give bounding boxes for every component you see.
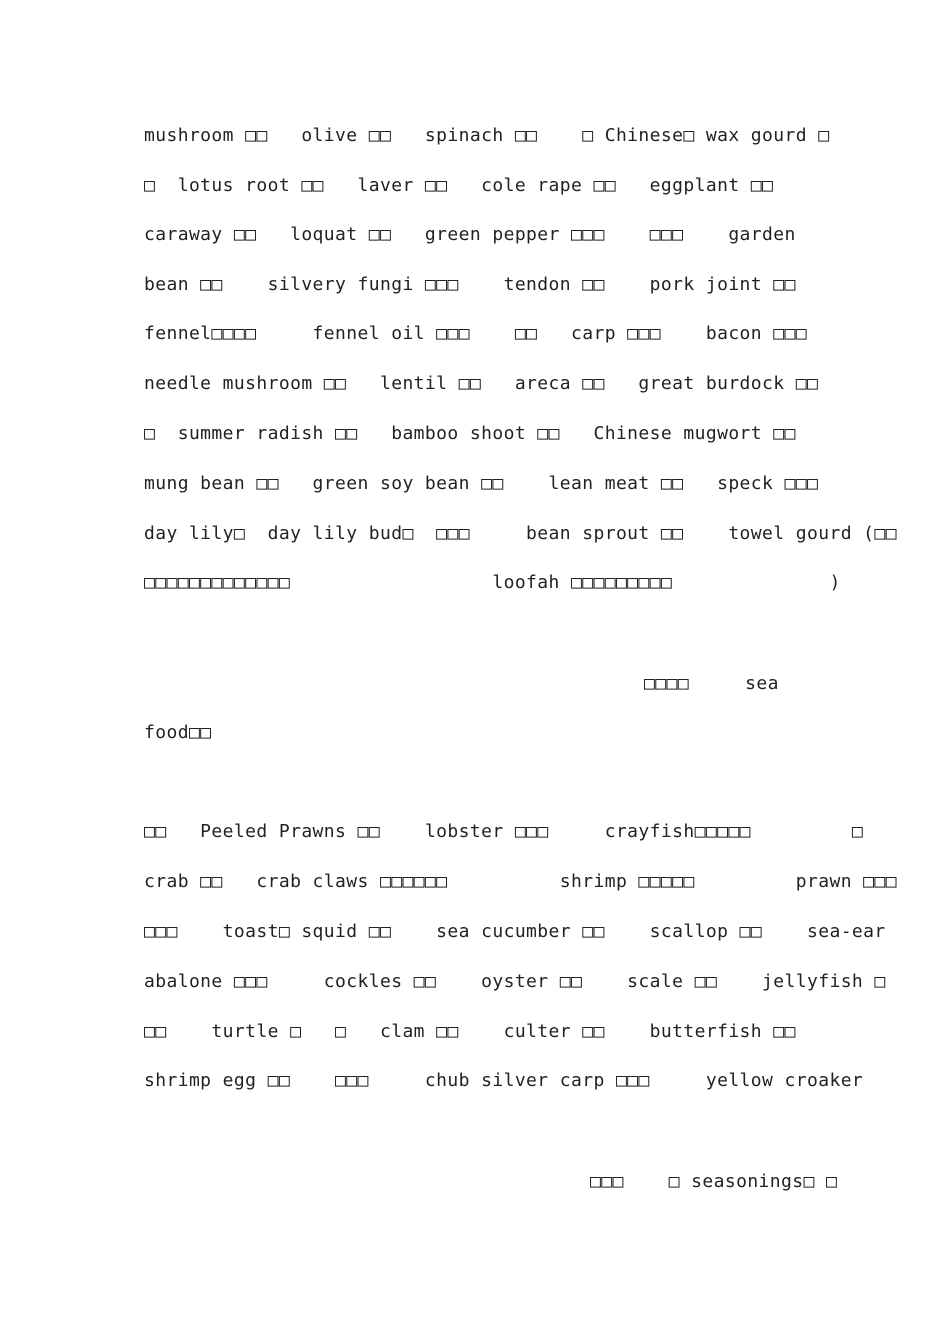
text-line: □□□ toast□ squid □□ sea cucumber □□ scallop □□ sea-ear — [144, 921, 886, 942]
text-line: mung bean □□ green soy bean □□ lean meat □□ speck □□□ — [144, 473, 819, 494]
text-line: □□ Peeled Prawns □□ lobster □□□ crayfish□□□□□ □ — [144, 821, 864, 842]
section-heading-seafood-continued: food□□ — [144, 722, 212, 743]
text-line: □ summer radish □□ bamboo shoot □□ Chinese mugwort □□ — [144, 423, 796, 444]
text-line: day lily□ day lily bud□ □□□ bean sprout □□ towel gourd (□□ — [144, 523, 897, 544]
text-line: □□ turtle □ □ clam □□ culter □□ butterfish □□ — [144, 1021, 796, 1042]
text-line: □ lotus root □□ laver □□ cole rape □□ eggplant □□ — [144, 175, 774, 196]
section-heading-seafood: □□□□ sea — [644, 673, 779, 694]
text-line: □□□□□□□□□□□□□ loofah □□□□□□□□□ ) — [144, 572, 841, 593]
text-line: bean □□ silvery fungi □□□ tendon □□ pork joint □□ — [144, 274, 796, 295]
text-line: needle mushroom □□ lentil □□ areca □□ great burdock □□ — [144, 373, 819, 394]
text-line: mushroom □□ olive □□ spinach □□ □ Chinese□ wax gourd □ — [144, 125, 830, 146]
text-line: crab □□ crab claws □□□□□□ shrimp □□□□□ prawn □□□ — [144, 871, 897, 892]
text-line: caraway □□ loquat □□ green pepper □□□ □□□ garden — [144, 224, 796, 245]
text-line: abalone □□□ cockles □□ oyster □□ scale □□ jellyfish □ — [144, 971, 886, 992]
text-line: shrimp egg □□ □□□ chub silver carp □□□ yellow croaker — [144, 1070, 864, 1091]
section-heading-seasonings: □□□ □ seasonings□ □ — [590, 1171, 838, 1192]
text-line: fennel□□□□ fennel oil □□□ □□ carp □□□ bacon □□□ — [144, 323, 807, 344]
